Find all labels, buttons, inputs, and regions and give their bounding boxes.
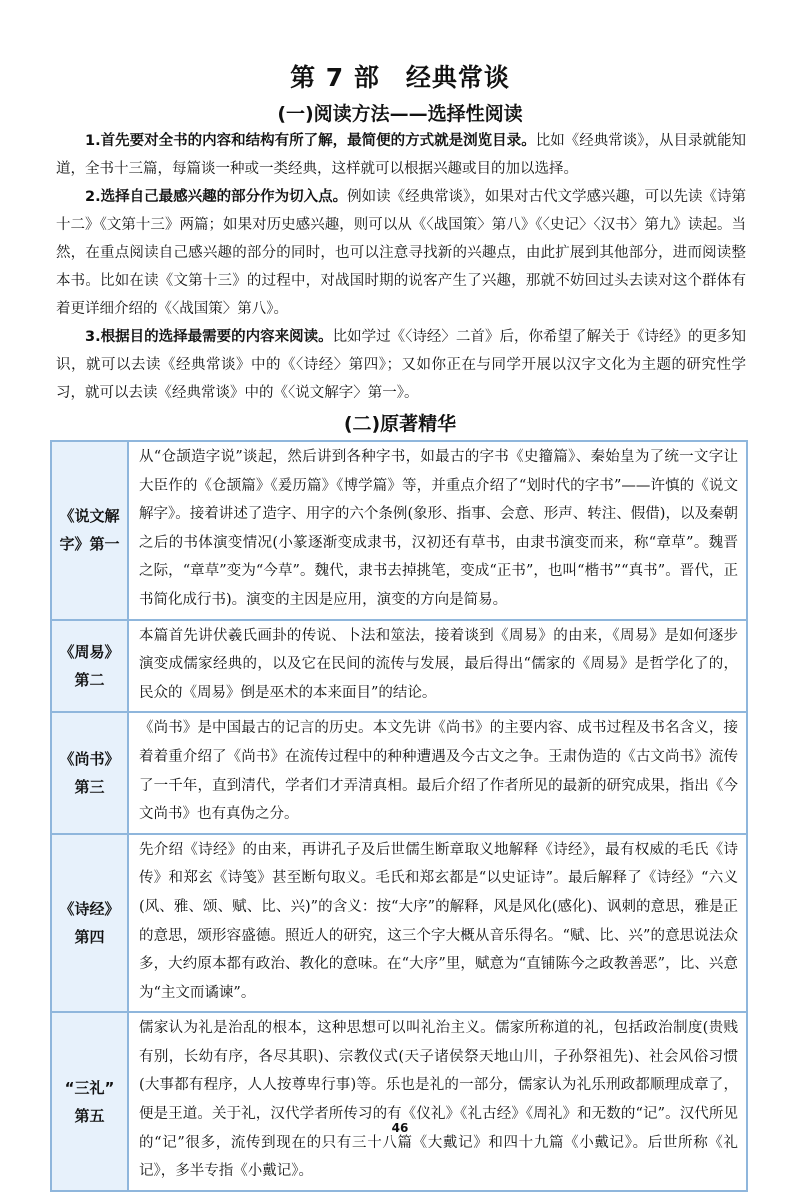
chapter-label [51, 441, 128, 620]
method-paragraph-1 [56, 127, 746, 183]
table-row [51, 441, 747, 620]
chapter-label [51, 834, 128, 1013]
method-paragraph-text: 比如《经典常谈》，从目录就能知道，全书十三篇，每篇谈一种或一类经典，这样就可以根据兴趣或目的加以选择。 [56, 133, 746, 177]
table-row [51, 834, 747, 1013]
chapter-label-line: 第三 [74, 778, 105, 797]
chapter-label-line: 《说文解 [59, 507, 120, 526]
chapter-label-line: 第四 [74, 928, 105, 946]
chapter-summary-table [50, 440, 748, 1192]
method-paragraph-text: 例如读《经典常谈》，如果对古代文学感兴趣，可以先读《诗第十二》《文第十三》两篇；如果对历史感兴趣，则可以从《〈战国策〉第八》《〈史记〉〈汉书〉第九》读起。当然，在重点阅读自己感兴趣的部分的同时，也可以注意寻找新的兴趣点，由此扩展到其他部分，进而阅读整本书。比如在读《文第十三》的过程中，对战国时期的说客产生了兴趣，那就不妨回过头去读对这个群体有着更详细介绍的《〈战国策〉第八》。 [56, 189, 746, 317]
chapter-label-line: 《尚书》 [59, 750, 120, 769]
chapter-summary: 从“仓颉造字说”谈起，然后讲到各种字书，如最古的字书《史籀篇》、秦始皇为了统一文字让大臣作的《仓颉篇》《爰历篇》《博学篇》等，并重点介绍了“划时代的字书”——许慎的《说文解字》。接着讲述了造字、用字的六个条例(象形、指事、会意、形声、转注、假借)，以及秦朝之后的书体演变情况(小篆逐渐变成隶书，汉初还有草书，由隶书演变而来，称“章草”。魏晋之际，“章草”变为“今草”。魏代，隶书去掉挑笔，变成“正书”，也叫“楷书”“真书”。晋代，正书简化成行书)。演变的主因是应用，演变的方向是简易。 [128, 441, 747, 620]
method-paragraph-lead: 3.根据目的选择最需要的内容来阅读。 [85, 329, 333, 345]
chapter-label-line: 第二 [74, 670, 105, 689]
method-paragraph-2 [56, 183, 746, 323]
table-row [51, 712, 747, 833]
section-heading-highlights: (二)原著精华 [343, 413, 457, 435]
chapter-label-line: “三礼” [64, 1078, 115, 1097]
chapter-summary: 《尚书》是中国最古的记言的历史。本文先讲《尚书》的主要内容、成书过程及书名含义，接着着重介绍了《尚书》在流传过程中的种种遭遇及今古文之争。王肃伪造的《古文尚书》流传了一千年，直到清代，学者们才弄清真相。最后介绍了作者所见的最新的研究成果，指出《今文尚书》也有真伪之分。 [128, 712, 747, 833]
chapter-label-line: 《诗经》 [59, 900, 120, 918]
chapter-label-line: 第五 [74, 1106, 105, 1125]
method-paragraph-lead: 1.首先要对全书的内容和结构有所了解，最简便的方式就是浏览目录。 [85, 133, 536, 149]
section-heading-reading-method: (一)阅读方法——选择性阅读 [277, 103, 523, 125]
chapter-summary: 先介绍《诗经》的由来，再讲孔子及后世儒生断章取义地解释《诗经》，最有权威的毛氏《诗传》和郑玄《诗笺》甚至断句取义。毛氏和郑玄都是“以史证诗”。最后解释了《诗经》“六义(风、雅、颂、赋、比、兴)”的含义：按“大序”的解释，风是风化(感化)、讽刺的意思，雅是正的意思，颂形容盛德。照近人的研究，这三个字大概从音乐得名。“赋、比、兴”的意思说法众多，大约原本都有政治、教化的意味。在“大序”里，赋意为“直铺陈今之政教善恶”，比、兴意为“主文而谲谏”。 [128, 834, 747, 1013]
page-title: 第 7 部 经典常谈 [290, 63, 510, 92]
chapter-label-line: 《周易》 [59, 642, 120, 661]
table-row [51, 1012, 747, 1191]
chapter-label [51, 712, 128, 833]
chapter-label [51, 620, 128, 713]
chapter-summary: 本篇首先讲伏羲氏画卦的传说、卜法和筮法，接着谈到《周易》的由来，《周易》是如何逐步演变成儒家经典的，以及它在民间的流传与发展，最后得出“儒家的《周易》是哲学化了的，民众的《周易》倒是巫术的本来面目”的结论。 [128, 620, 747, 713]
chapter-label [51, 1012, 128, 1191]
table-row [51, 620, 747, 713]
method-paragraph-text: 比如学过《〈诗经〉二首》后，你希望了解关于《诗经》的更多知识，就可以去读《经典常谈》中的《〈诗经〉第四》；又如你正在与同学开展以汉字文化为主题的研究性学习，就可以去读《经典常谈》中的《〈说文解字〉第一》。 [56, 329, 746, 401]
chapter-label-line: 字》第一 [59, 535, 120, 554]
chapter-summary: 儒家认为礼是治乱的根本，这种思想可以叫礼治主义。儒家所称道的礼，包括政治制度(贵贱有别，长幼有序，各尽其职)、宗教仪式(天子诸侯祭天地山川，子孙祭祖先)、社会风俗习惯(大事都有程序，人人按尊卑行事)等。乐也是礼的一部分，儒家认为礼乐刑政都顺理成章了，便是王道。关于礼，汉代学者所传习的有《仪礼》《礼古经》《周礼》和无数的“记”。汉代所见的“记”很多，流传到现在的只有三十八篇《大戴记》和四十九篇《小戴记》。后世所称《礼记》，多半专指《小戴记》。 [128, 1012, 747, 1191]
page-number: 46 [391, 1121, 409, 1135]
method-paragraph-3 [56, 323, 746, 407]
method-paragraph-lead: 2.选择自己最感兴趣的部分作为切入点。 [85, 189, 348, 205]
